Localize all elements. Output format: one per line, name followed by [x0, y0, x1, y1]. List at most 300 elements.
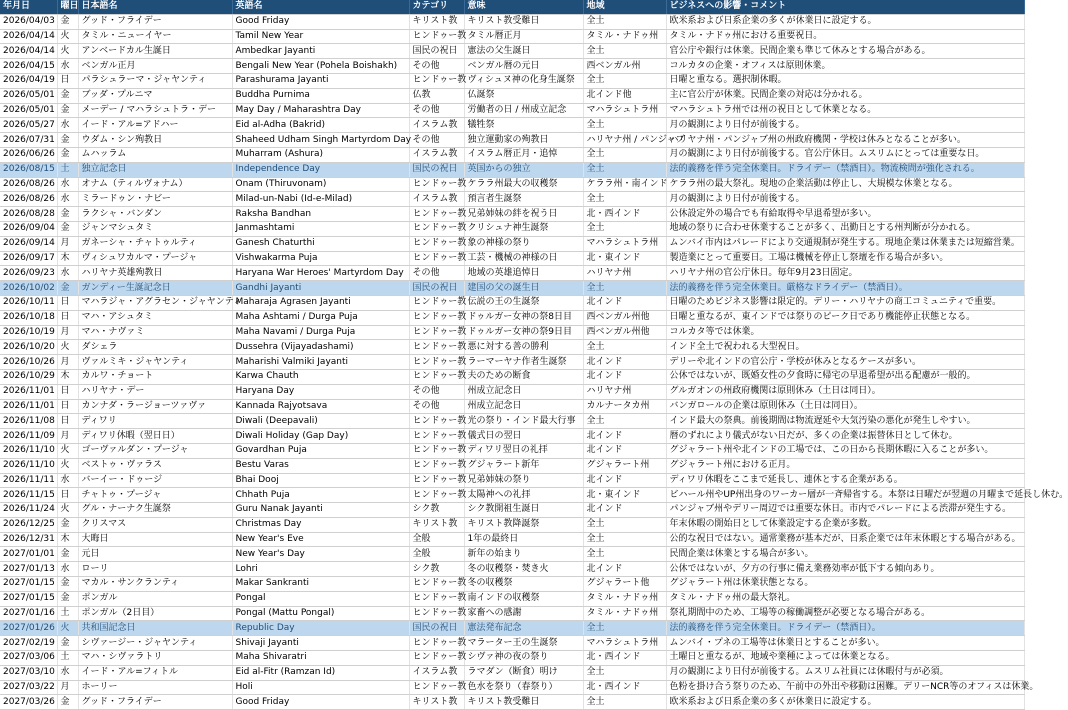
cell-meaning: キリスト教受難日	[464, 695, 583, 710]
table-row	[0, 680, 1024, 695]
cell-date: 2026/04/15	[0, 59, 57, 74]
cell-region: 西ベンガル州他	[583, 325, 666, 340]
cell-business-comment: 月の観測により日付が前後する。官公庁休日。ムスリムにとっては重要な日。	[666, 147, 1024, 162]
cell-weekday: 金	[57, 591, 78, 606]
cell-region: 北・西インド	[583, 207, 666, 222]
cell-category: その他	[409, 399, 464, 414]
cell-business-comment: 民間企業は休業とする場合が多い。	[666, 547, 1024, 562]
cell-date: 2026/09/23	[0, 266, 57, 281]
cell-english-name: Janmashtami	[232, 221, 409, 236]
cell-business-comment: パンジャブ州やデリー周辺では重要な休日。市内でパレードによる渋滞が発生する。	[666, 503, 1024, 518]
cell-weekday: 水	[57, 665, 78, 680]
cell-weekday: 月	[57, 236, 78, 251]
cell-category: ヒンドゥー教	[409, 651, 464, 666]
cell-weekday: 月	[57, 325, 78, 340]
table-row	[0, 577, 1024, 592]
cell-category: ヒンドゥー教	[409, 29, 464, 44]
table-row	[0, 695, 1024, 710]
cell-english-name: Buddha Purnima	[232, 88, 409, 103]
cell-english-name: Pongal	[232, 591, 409, 606]
cell-english-name: Independence Day	[232, 162, 409, 177]
cell-weekday: 金	[57, 517, 78, 532]
cell-english-name: Shaheed Udham Singh Martyrdom Day	[232, 133, 409, 148]
cell-english-name: Diwali (Deepavali)	[232, 414, 409, 429]
cell-category: 仏教	[409, 88, 464, 103]
cell-english-name: Kannada Rajyotsava	[232, 399, 409, 414]
cell-english-name: Haryana Day	[232, 384, 409, 399]
cell-meaning: 仏誕祭	[464, 88, 583, 103]
cell-english-name: Chhath Puja	[232, 488, 409, 503]
cell-english-name: Ambedkar Jayanti	[232, 44, 409, 59]
cell-weekday: 金	[57, 88, 78, 103]
cell-meaning: ケララ州最大の収穫祭	[464, 177, 583, 192]
cell-weekday: 火	[57, 458, 78, 473]
cell-japanese-name: ポンガル（2日目）	[78, 606, 232, 621]
cell-japanese-name: ヴィシュワカルマ・プージャ	[78, 251, 232, 266]
cell-region: ハリヤナ州 / パンジャブ	[583, 133, 666, 148]
cell-weekday: 月	[57, 429, 78, 444]
cell-region: マハラシュトラ州	[583, 236, 666, 251]
cell-date: 2026/09/04	[0, 221, 57, 236]
table-row	[0, 488, 1024, 503]
cell-category: その他	[409, 59, 464, 74]
cell-english-name: Dussehra (Vijayadashami)	[232, 340, 409, 355]
cell-region: 全土	[583, 547, 666, 562]
cell-date: 2026/11/10	[0, 458, 57, 473]
cell-category: その他	[409, 384, 464, 399]
cell-japanese-name: メーデー / マハラシュトラ・デー	[78, 103, 232, 118]
cell-japanese-name: シヴァージー・ジャヤンティ	[78, 636, 232, 651]
cell-japanese-name: ハリヤナ英雄殉教日	[78, 266, 232, 281]
cell-date: 2026/10/18	[0, 310, 57, 325]
table-row	[0, 251, 1024, 266]
cell-meaning: 冬の収穫祭	[464, 577, 583, 592]
cell-region: ケララ州・南インド	[583, 177, 666, 192]
cell-business-comment: 公休設定外の場合でも有給取得や早退希望が多い。	[666, 207, 1024, 222]
cell-category: シク教	[409, 562, 464, 577]
cell-date: 2027/03/22	[0, 680, 57, 695]
cell-japanese-name: オナム（ティルヴォナム）	[78, 177, 232, 192]
cell-weekday: 木	[57, 369, 78, 384]
cell-english-name: Shivaji Jayanti	[232, 636, 409, 651]
cell-category: ヒンドゥー教	[409, 251, 464, 266]
table-row	[0, 562, 1024, 577]
cell-region: 北・西インド	[583, 651, 666, 666]
cell-date: 2026/11/15	[0, 488, 57, 503]
cell-english-name: Lohri	[232, 562, 409, 577]
cell-date: 2026/08/28	[0, 207, 57, 222]
cell-category: ヒンドゥー教	[409, 236, 464, 251]
cell-japanese-name: チャトゥ・プージャ	[78, 488, 232, 503]
cell-region: 全土	[583, 695, 666, 710]
cell-japanese-name: ムハッラム	[78, 147, 232, 162]
cell-business-comment: 土曜日と重なるが、地域や業種によっては休業となる。	[666, 651, 1024, 666]
cell-region: 全土	[583, 14, 666, 29]
cell-meaning: ヴィシュヌ神の化身生誕祭	[464, 73, 583, 88]
cell-meaning: 太陽神への礼拝	[464, 488, 583, 503]
cell-japanese-name: 元日	[78, 547, 232, 562]
cell-business-comment: ハリヤナ州の官公庁休日。毎年9月23日固定。	[666, 266, 1024, 281]
header-business-comment: ビジネスへの影響・コメント	[666, 0, 1024, 14]
cell-category: ヒンドゥー教	[409, 636, 464, 651]
cell-weekday: 火	[57, 44, 78, 59]
cell-date: 2026/08/15	[0, 162, 57, 177]
cell-business-comment: バンガロールの企業は原則休み（土日は同日）。	[666, 399, 1024, 414]
cell-japanese-name: 大晦日	[78, 532, 232, 547]
cell-meaning: 独立運動家の殉教日	[464, 133, 583, 148]
cell-weekday: 金	[57, 221, 78, 236]
table-row	[0, 59, 1024, 74]
table-row	[0, 14, 1024, 29]
cell-meaning: 建国の父の誕生日	[464, 281, 583, 296]
table-row	[0, 355, 1024, 370]
table-row	[0, 310, 1024, 325]
cell-meaning: 憲法の父生誕日	[464, 44, 583, 59]
cell-weekday: 水	[57, 473, 78, 488]
cell-weekday: 金	[57, 14, 78, 29]
table-row	[0, 458, 1024, 473]
cell-category: キリスト教	[409, 517, 464, 532]
cell-date: 2026/04/03	[0, 14, 57, 29]
cell-region: 北インド	[583, 355, 666, 370]
cell-english-name: Good Friday	[232, 14, 409, 29]
cell-region: 全土	[583, 340, 666, 355]
cell-date: 2026/05/01	[0, 88, 57, 103]
cell-region: 北・東インド	[583, 488, 666, 503]
cell-business-comment: インド最大の祭典。前後期間は物流遅延や大気汚染の悪化が発生しやすい。	[666, 414, 1024, 429]
cell-business-comment: 公休ではないが、夕方の行事に備え業務効率が低下する傾向あり。	[666, 562, 1024, 577]
cell-japanese-name: ガンディー生誕記念日	[78, 281, 232, 296]
cell-region: 北インド	[583, 503, 666, 518]
cell-category: 国民の祝日	[409, 44, 464, 59]
cell-weekday: 日	[57, 399, 78, 414]
cell-category: ヒンドゥー教	[409, 577, 464, 592]
cell-date: 2027/01/26	[0, 621, 57, 636]
cell-meaning: 労働者の日 / 州成立記念	[464, 103, 583, 118]
cell-date: 2026/04/19	[0, 73, 57, 88]
cell-japanese-name: ディワリ休暇（翌日日）	[78, 429, 232, 444]
table-row	[0, 636, 1024, 651]
cell-weekday: 土	[57, 651, 78, 666]
cell-meaning: 家畜への感謝	[464, 606, 583, 621]
cell-meaning: ベンガル暦の元日	[464, 59, 583, 74]
cell-date: 2027/03/10	[0, 665, 57, 680]
cell-category: イスラム教	[409, 665, 464, 680]
cell-category: イスラム教	[409, 147, 464, 162]
cell-english-name: Muharram (Ashura)	[232, 147, 409, 162]
cell-region: グジャラート州	[583, 458, 666, 473]
cell-business-comment: 年末休暇の開始日として休業設定する企業が多数。	[666, 517, 1024, 532]
cell-meaning: 夫のための断食	[464, 369, 583, 384]
cell-japanese-name: ローリ	[78, 562, 232, 577]
cell-japanese-name: イード・アル=フィトル	[78, 665, 232, 680]
cell-business-comment: デリーや北インドの官公庁・学校が休みとなるケースが多い。	[666, 355, 1024, 370]
cell-weekday: 木	[57, 251, 78, 266]
cell-region: 全土	[583, 147, 666, 162]
cell-category: ヒンドゥー教	[409, 443, 464, 458]
cell-meaning: 色水を祭り（春祭り）	[464, 680, 583, 695]
cell-business-comment: マハラシュトラ州では州の祝日として休業となる。	[666, 103, 1024, 118]
cell-region: ハリヤナ州	[583, 266, 666, 281]
table-row	[0, 369, 1024, 384]
cell-date: 2026/09/14	[0, 236, 57, 251]
cell-english-name: Haryana War Heroes' Martyrdom Day	[232, 266, 409, 281]
cell-date: 2026/04/14	[0, 29, 57, 44]
table-row	[0, 29, 1024, 44]
cell-weekday: 火	[57, 443, 78, 458]
cell-english-name: Bhai Dooj	[232, 473, 409, 488]
cell-region: 西ベンガル州他	[583, 310, 666, 325]
table-row	[0, 44, 1024, 59]
cell-business-comment: 祭礼期間中のため、工場等の稼働調整が必要となる場合がある。	[666, 606, 1024, 621]
table-row	[0, 133, 1024, 148]
cell-meaning: タミル暦正月	[464, 29, 583, 44]
cell-meaning: ドゥルガー女神の祭9日目	[464, 325, 583, 340]
cell-date: 2026/07/31	[0, 133, 57, 148]
cell-region: 西ベンガル州	[583, 59, 666, 74]
cell-category: 国民の祝日	[409, 621, 464, 636]
cell-japanese-name: グッド・フライデー	[78, 14, 232, 29]
cell-weekday: 月	[57, 355, 78, 370]
cell-business-comment: 色粉を掛け合う祭りのため、午前中の外出や移動は困難。デリーNCR等のオフィスは休業。	[666, 680, 1024, 695]
cell-date: 2027/01/13	[0, 562, 57, 577]
table-row	[0, 118, 1024, 133]
cell-english-name: Republic Day	[232, 621, 409, 636]
cell-japanese-name: ガネーシャ・チャトゥルティ	[78, 236, 232, 251]
cell-meaning: 兄弟姉妹の祭り	[464, 473, 583, 488]
cell-date: 2026/09/17	[0, 251, 57, 266]
table-row	[0, 325, 1024, 340]
cell-english-name: Maharishi Valmiki Jayanti	[232, 355, 409, 370]
table-row	[0, 147, 1024, 162]
table-row	[0, 665, 1024, 680]
cell-english-name: May Day / Maharashtra Day	[232, 103, 409, 118]
cell-japanese-name: ウダム・シン殉教日	[78, 133, 232, 148]
cell-business-comment: ムンバイ市内はパレードにより交通規制が発生する。現地企業は休業または短縮営業。	[666, 236, 1024, 251]
cell-japanese-name: タミル・ニューイヤー	[78, 29, 232, 44]
cell-weekday: 水	[57, 59, 78, 74]
cell-weekday: 金	[57, 103, 78, 118]
cell-english-name: New Year's Eve	[232, 532, 409, 547]
cell-category: 全般	[409, 532, 464, 547]
cell-english-name: Maha Shivaratri	[232, 651, 409, 666]
cell-category: その他	[409, 266, 464, 281]
cell-english-name: Guru Nanak Jayanti	[232, 503, 409, 518]
cell-meaning: シク教開祖生誕日	[464, 503, 583, 518]
cell-region: ハリヤナ州	[583, 384, 666, 399]
cell-meaning: 光の祭り・インド最大行事	[464, 414, 583, 429]
table-row	[0, 295, 1024, 310]
cell-category: その他	[409, 133, 464, 148]
cell-weekday: 木	[57, 532, 78, 547]
cell-weekday: 日	[57, 414, 78, 429]
cell-japanese-name: カルワ・チョート	[78, 369, 232, 384]
cell-english-name: Ganesh Chaturthi	[232, 236, 409, 251]
table-row	[0, 236, 1024, 251]
cell-weekday: 水	[57, 118, 78, 133]
cell-business-comment: ハリヤナ州・パンジャブ州の州政府機関・学校は休みとなることが多い。	[666, 133, 1024, 148]
cell-meaning: 儀式日の翌日	[464, 429, 583, 444]
cell-meaning: イスラム暦正月・追悼	[464, 147, 583, 162]
cell-meaning: 州成立記念日	[464, 399, 583, 414]
cell-meaning: ラーマーヤナ作者生誕祭	[464, 355, 583, 370]
cell-japanese-name: マカル・サンクランティ	[78, 577, 232, 592]
cell-region: 全土	[583, 517, 666, 532]
cell-date: 2026/12/31	[0, 532, 57, 547]
cell-date: 2027/02/19	[0, 636, 57, 651]
cell-weekday: 土	[57, 162, 78, 177]
table-row	[0, 221, 1024, 236]
table-row	[0, 591, 1024, 606]
cell-japanese-name: アンベードカル生誕日	[78, 44, 232, 59]
cell-category: ヒンドゥー教	[409, 325, 464, 340]
cell-category: キリスト教	[409, 695, 464, 710]
cell-meaning: クリシュナ神生誕祭	[464, 221, 583, 236]
cell-category: ヒンドゥー教	[409, 340, 464, 355]
table-row	[0, 414, 1024, 429]
table-row	[0, 266, 1024, 281]
cell-region: 全土	[583, 621, 666, 636]
cell-english-name: Diwali Holiday (Gap Day)	[232, 429, 409, 444]
cell-region: カルナータカ州	[583, 399, 666, 414]
table-row	[0, 162, 1024, 177]
cell-category: ヒンドゥー教	[409, 207, 464, 222]
cell-region: 北インド	[583, 562, 666, 577]
cell-business-comment: グルガオンの州政府機関は原則休み（土日は同日）。	[666, 384, 1024, 399]
cell-date: 2026/05/27	[0, 118, 57, 133]
cell-region: 全土	[583, 118, 666, 133]
cell-business-comment: 暦のずれにより儀式がない日だが、多くの企業は振替休日として休む。	[666, 429, 1024, 444]
cell-business-comment: 製造業にとって重要日。工場は機械を停止し祭壇を作る場合が多い。	[666, 251, 1024, 266]
header-row	[0, 0, 1024, 14]
cell-category: ヒンドゥー教	[409, 414, 464, 429]
cell-weekday: 金	[57, 547, 78, 562]
cell-region: 北インド他	[583, 88, 666, 103]
cell-english-name: Makar Sankranti	[232, 577, 409, 592]
table-row	[0, 384, 1024, 399]
cell-category: キリスト教	[409, 14, 464, 29]
cell-japanese-name: ラクシャ・バンダン	[78, 207, 232, 222]
cell-date: 2027/01/15	[0, 577, 57, 592]
cell-japanese-name: マハ・アシュタミ	[78, 310, 232, 325]
cell-region: 北インド	[583, 473, 666, 488]
cell-weekday: 水	[57, 562, 78, 577]
cell-english-name: Raksha Bandhan	[232, 207, 409, 222]
cell-region: 全土	[583, 162, 666, 177]
cell-meaning: 地域の英雄追悼日	[464, 266, 583, 281]
table-row	[0, 340, 1024, 355]
cell-japanese-name: マハラジャ・アグラセン・ジャヤンティ	[78, 295, 232, 310]
cell-region: 全土	[583, 281, 666, 296]
cell-japanese-name: 独立記念日	[78, 162, 232, 177]
cell-meaning: 兄弟姉妹の絆を祝う日	[464, 207, 583, 222]
cell-category: ヒンドゥー教	[409, 221, 464, 236]
cell-date: 2026/11/24	[0, 503, 57, 518]
cell-meaning: 英国からの独立	[464, 162, 583, 177]
cell-japanese-name: ディワリ	[78, 414, 232, 429]
cell-meaning: 州成立記念日	[464, 384, 583, 399]
cell-business-comment: 月の観測により日付が前後する。	[666, 192, 1024, 207]
cell-japanese-name: マハ・ナヴァミ	[78, 325, 232, 340]
cell-date: 2027/01/16	[0, 606, 57, 621]
table-row	[0, 517, 1024, 532]
cell-date: 2026/05/01	[0, 103, 57, 118]
cell-date: 2026/10/11	[0, 295, 57, 310]
header-region: 地域	[583, 0, 666, 14]
cell-japanese-name: ミラードゥン・ナビー	[78, 192, 232, 207]
cell-weekday: 火	[57, 340, 78, 355]
cell-region: マハラシュトラ州	[583, 636, 666, 651]
cell-business-comment: タミル・ナドゥ州の最大祭礼。	[666, 591, 1024, 606]
cell-english-name: Eid al-Adha (Bakrid)	[232, 118, 409, 133]
cell-meaning: マラーター王の生誕祭	[464, 636, 583, 651]
cell-date: 2026/11/11	[0, 473, 57, 488]
cell-english-name: Parashurama Jayanti	[232, 73, 409, 88]
cell-business-comment: グジャラート州は休業状態となる。	[666, 577, 1024, 592]
cell-weekday: 水	[57, 177, 78, 192]
cell-japanese-name: ベストゥ・ヴァラス	[78, 458, 232, 473]
cell-japanese-name: イード・アル=アドハー	[78, 118, 232, 133]
cell-business-comment: 法的義務を伴う完全休業日。ドライデー（禁酒日）。	[666, 621, 1024, 636]
cell-meaning: 預言者生誕祭	[464, 192, 583, 207]
cell-region: 北インド	[583, 295, 666, 310]
cell-business-comment: コルカタ等では休業。	[666, 325, 1024, 340]
cell-weekday: 火	[57, 29, 78, 44]
header-category: カテゴリ	[409, 0, 464, 14]
cell-english-name: Govardhan Puja	[232, 443, 409, 458]
cell-category: ヒンドゥー教	[409, 369, 464, 384]
cell-meaning: ディワリ翌日の礼拝	[464, 443, 583, 458]
cell-english-name: Christmas Day	[232, 517, 409, 532]
cell-english-name: Maha Ashtami / Durga Puja	[232, 310, 409, 325]
cell-japanese-name: グッド・フライデー	[78, 695, 232, 710]
cell-japanese-name: パラシュラーマ・ジャヤンティ	[78, 73, 232, 88]
cell-weekday: 金	[57, 577, 78, 592]
cell-business-comment: 日曜のためビジネス影響は限定的。デリー・ハリヤナの商工コミュニティで重要。	[666, 295, 1024, 310]
cell-business-comment: コルカタの企業・オフィスは原則休業。	[666, 59, 1024, 74]
cell-category: ヒンドゥー教	[409, 355, 464, 370]
cell-category: ヒンドゥー教	[409, 591, 464, 606]
cell-meaning: 象の神様の祭り	[464, 236, 583, 251]
cell-category: イスラム教	[409, 118, 464, 133]
cell-date: 2026/06/26	[0, 147, 57, 162]
cell-date: 2026/10/29	[0, 369, 57, 384]
table-row	[0, 73, 1024, 88]
cell-category: ヒンドゥー教	[409, 177, 464, 192]
cell-category: 全般	[409, 547, 464, 562]
cell-date: 2026/08/26	[0, 192, 57, 207]
cell-meaning: 1年の最終日	[464, 532, 583, 547]
cell-meaning: キリスト教降誕祭	[464, 517, 583, 532]
cell-meaning: 憲法発布記念	[464, 621, 583, 636]
cell-weekday: 水	[57, 192, 78, 207]
cell-category: ヒンドゥー教	[409, 73, 464, 88]
cell-japanese-name: ホーリー	[78, 680, 232, 695]
cell-region: 全土	[583, 221, 666, 236]
cell-date: 2026/11/08	[0, 414, 57, 429]
cell-meaning: キリスト教受難日	[464, 14, 583, 29]
cell-meaning: 南インドの収穫祭	[464, 591, 583, 606]
table-row	[0, 473, 1024, 488]
cell-meaning: 悪に対する善の勝利	[464, 340, 583, 355]
cell-date: 2026/11/10	[0, 443, 57, 458]
cell-weekday: 火	[57, 503, 78, 518]
cell-category: ヒンドゥー教	[409, 488, 464, 503]
table-row	[0, 606, 1024, 621]
cell-region: 全土	[583, 192, 666, 207]
cell-japanese-name: カンナダ・ラージョーツァヴァ	[78, 399, 232, 414]
cell-japanese-name: ハリヤナ・デー	[78, 384, 232, 399]
